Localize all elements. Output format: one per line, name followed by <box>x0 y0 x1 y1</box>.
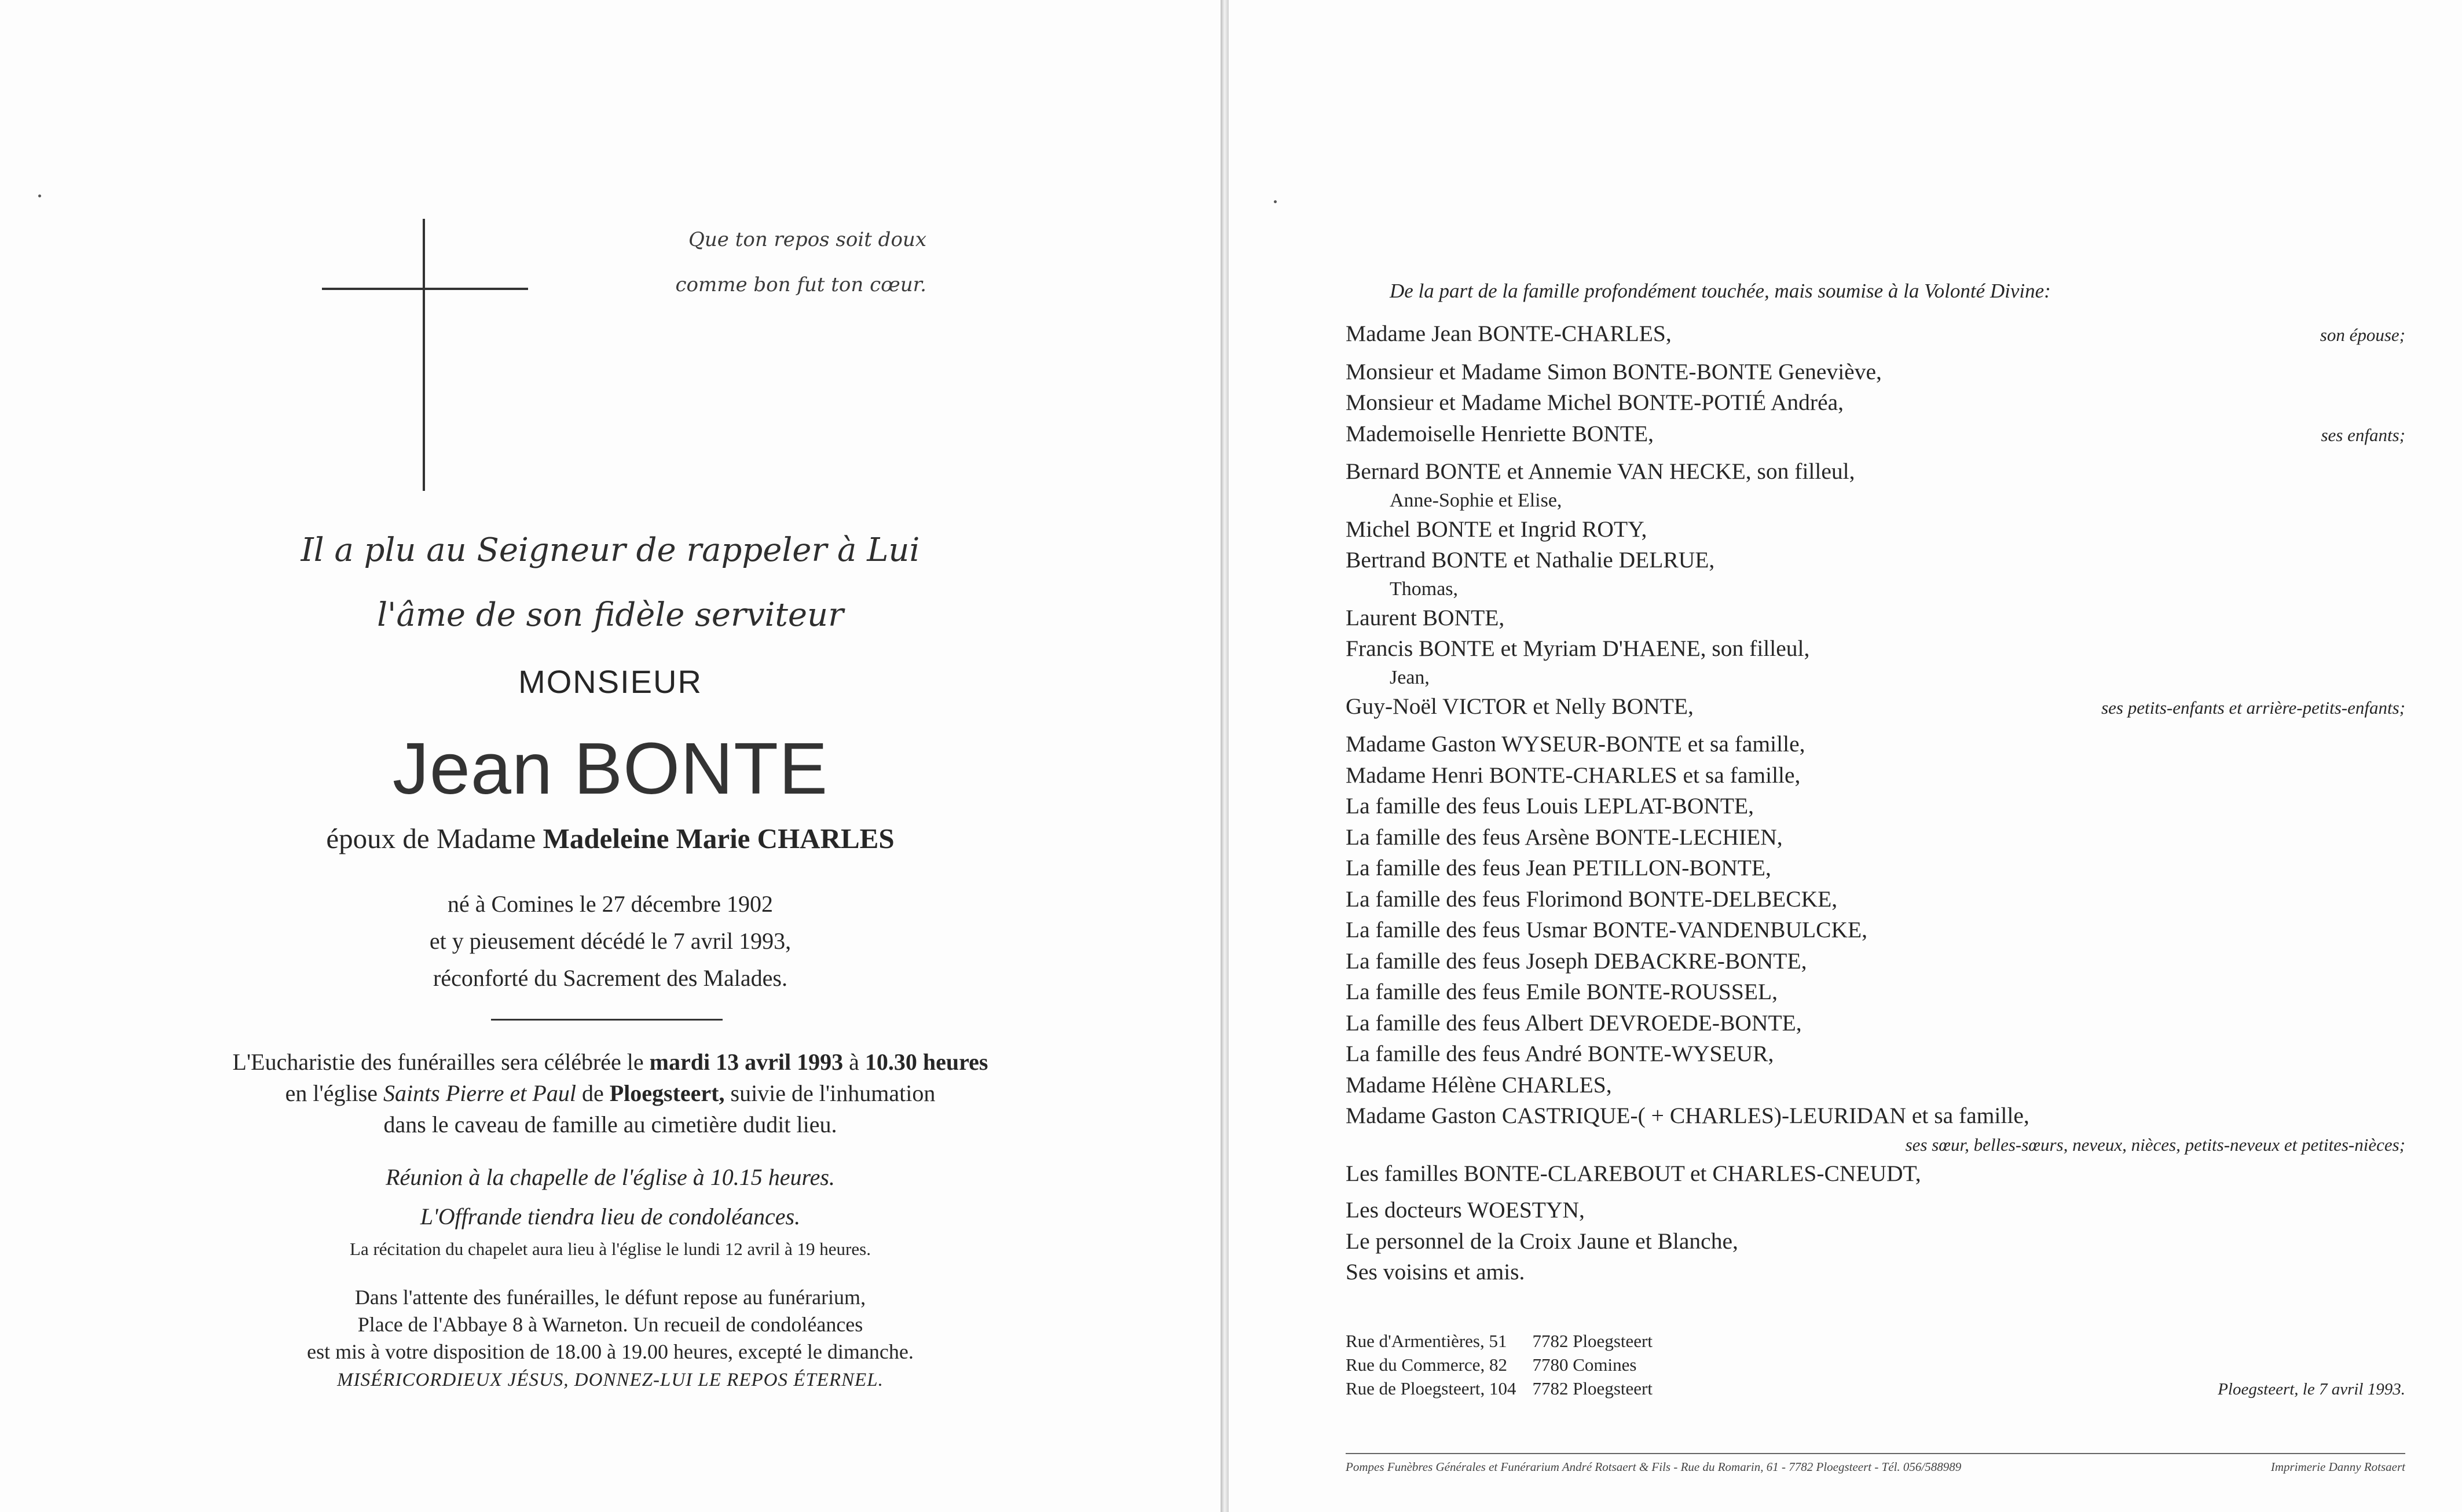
relation-label: ses petits-enfants et arrière-petits-enfants; <box>2101 697 2405 718</box>
bio <box>0 886 1221 997</box>
family-row <box>1346 791 2405 822</box>
footer-rule <box>1346 1453 2405 1454</box>
bio-line-3: réconforté du Sacrement des Malades. <box>433 965 787 991</box>
bio-line-2: et y pieusement décédé le 7 avril 1993, <box>429 928 792 954</box>
family-row <box>1346 977 2405 1008</box>
speck <box>38 194 41 197</box>
family-line: La famille des feus Louis LEPLAT-BONTE, <box>1346 793 1754 819</box>
relation-label: ses enfants; <box>2321 424 2405 445</box>
relation-label: ses sœur, belles-sœurs, neveux, nièces, petits-neveux et petites-nièces; <box>1905 1134 2405 1155</box>
spouse-line <box>0 822 1221 855</box>
family-row <box>1346 603 2405 634</box>
family-row <box>1346 456 2405 487</box>
family-line: Madame Gaston CASTRIQUE-( + CHARLES)-LEURIDAN et sa famille, <box>1346 1103 2029 1128</box>
family-row <box>1346 1132 2405 1158</box>
address-row <box>1346 1329 1669 1353</box>
funeral-text: suivie de l'inhumation <box>730 1080 936 1106</box>
spouse-name: Madeleine Marie CHARLES <box>543 823 895 854</box>
repose-line-2: Place de l'Abbaye 8 à Warneton. Un recueil de condoléances <box>357 1313 863 1336</box>
family-row <box>1346 1038 2405 1070</box>
spouse-prefix: époux de Madame <box>326 823 536 854</box>
deceased-name: Jean BONTE <box>392 728 829 809</box>
address-city: 7782 Ploegsteert <box>1532 1378 1653 1399</box>
town-name: Ploegsteert, <box>609 1080 725 1106</box>
funeral-text: L'Eucharistie des funérailles sera célébrée le <box>232 1049 644 1075</box>
family-row <box>1346 1008 2405 1039</box>
funeral-line-3: dans le caveau de famille au cimetière dudit lieu. <box>383 1111 837 1137</box>
relation-label: son épouse; <box>2320 325 2405 345</box>
family-line: La famille des feus Joseph DEBACKRE-BONTE, <box>1346 948 1807 974</box>
funeral-line-1 <box>0 1047 1221 1078</box>
family-line: Bertrand BONTE et Nathalie DELRUE, <box>1346 547 1715 572</box>
family-line: La famille des feus Emile BONTE-ROUSSEL, <box>1346 979 1778 1004</box>
intro-script-line-2: l'âme de son fidèle serviteur <box>377 596 844 634</box>
address-city: 7780 Comines <box>1532 1355 1637 1375</box>
printer: Imprimerie Danny Rotsaert <box>2270 1460 2405 1474</box>
repose-block <box>0 1284 1221 1366</box>
family-row <box>1346 576 2405 603</box>
family-line: Le personnel de la Croix Jaune et Blanche, <box>1346 1228 1738 1254</box>
family-line: Madame Jean BONTE-CHARLES, <box>1346 321 1672 346</box>
family-row <box>1346 514 2405 545</box>
family-line: La famille des feus Florimond BONTE-DELBECKE, <box>1346 886 1838 912</box>
address-street: Rue de Ploegsteert, 104 <box>1346 1378 1516 1399</box>
intro-script-line-1: Il a plu au Seigneur de rappeler à Lui <box>301 531 920 569</box>
funeral-text: de <box>581 1080 604 1106</box>
offrande: L'Offrande tiendra lieu de condoléances. <box>420 1203 801 1230</box>
final-prayer: MISÉRICORDIEUX JÉSUS, DONNEZ-LUI LE REPOS ÉTERNEL. <box>337 1370 884 1390</box>
bio-line-1: né à Comines le 27 décembre 1902 <box>447 891 774 917</box>
funeral-date: mardi 13 avril 1993 <box>649 1049 844 1075</box>
funeral-home: Pompes Funèbres Générales et Funérarium André Rotsaert & Fils - Rue du Romarin, 61 - 7782 Ploegsteert - Tél. 056/588989 <box>1346 1460 1962 1474</box>
funeral-text: en l'église <box>285 1080 378 1106</box>
family-line: La famille des feus Jean PETILLON-BONTE, <box>1346 855 1771 880</box>
family-row <box>1346 419 2405 451</box>
repose-line-1: Dans l'attente des funérailles, le défunt repose au funérarium, <box>354 1286 866 1309</box>
family-row <box>1346 729 2405 760</box>
family-line: Michel BONTE et Ingrid ROTY, <box>1346 516 1647 542</box>
family-row <box>1346 318 2405 351</box>
family-row <box>1346 691 2405 724</box>
family-line: Laurent BONTE, <box>1346 604 1505 630</box>
family-row <box>1346 1226 2405 1257</box>
family-line: Monsieur et Madame Michel BONTE-POTIÉ Andréa, <box>1346 390 1844 415</box>
title: MONSIEUR <box>518 663 702 700</box>
right-page <box>1229 0 2462 1512</box>
family-row <box>1346 760 2405 791</box>
family-line: Anne-Sophie et Elise, <box>1390 489 1562 511</box>
family-line: Les familles BONTE-CLAREBOUT et CHARLES-CNEUDT, <box>1346 1160 1921 1186</box>
left-page <box>0 0 1222 1512</box>
address-street: Rue d'Armentières, 51 <box>1346 1331 1507 1351</box>
family-row <box>1346 853 2405 884</box>
family-row <box>1346 357 2405 388</box>
funeral-details <box>0 1047 1221 1140</box>
funeral-time: 10.30 heures <box>864 1049 988 1075</box>
family-line: La famille des feus André BONTE-WYSEUR, <box>1346 1041 1774 1066</box>
family-row <box>1346 1158 2405 1190</box>
family-row <box>1346 633 2405 665</box>
epitaph-line-1: Que ton repos soit doux <box>688 228 926 251</box>
funeral-line-2 <box>0 1078 1221 1109</box>
place-date: Ploegsteert, le 7 avril 1993. <box>2218 1380 2405 1399</box>
church-name: Saints Pierre et Paul <box>383 1080 576 1106</box>
family-row <box>1346 387 2405 419</box>
address-row <box>1346 1377 1669 1400</box>
family-line: La famille des feus Usmar BONTE-VANDENBULCKE, <box>1346 917 1868 942</box>
epitaph <box>579 217 926 307</box>
family-line: Madame Hélène CHARLES, <box>1346 1071 1612 1098</box>
family-line: Les docteurs WOESTYN, <box>1346 1197 1585 1223</box>
family-line: Madame Gaston WYSEUR-BONTE et sa famille, <box>1346 731 1805 757</box>
family-row <box>1346 884 2405 915</box>
family-row <box>1346 1195 2405 1226</box>
reunion: Réunion à la chapelle de l'église à 10.15 heures. <box>386 1164 835 1190</box>
addresses <box>1346 1329 1669 1400</box>
family-row <box>1346 1070 2405 1101</box>
family-line: Mademoiselle Henriette BONTE, <box>1346 420 1654 446</box>
address-city: 7782 Ploegsteert <box>1532 1331 1653 1351</box>
family-line: Guy-Noël VICTOR et Nelly BONTE, <box>1346 693 1694 719</box>
divider <box>491 1019 723 1021</box>
speck <box>1274 200 1277 203</box>
family-line: Jean, <box>1390 666 1430 688</box>
family-row <box>1346 946 2405 977</box>
family-row <box>1346 1100 2405 1132</box>
family-line: Bernard BONTE et Annemie VAN HECKE, son filleul, <box>1346 458 1855 484</box>
family-row <box>1346 545 2405 576</box>
cross-icon <box>423 219 425 491</box>
family-line: Thomas, <box>1390 578 1459 600</box>
family-intro: De la part de la famille profondément touchée, mais soumise à la Volonté Divine: <box>1390 280 2051 302</box>
repose-line-3: est mis à votre disposition de 18.00 à 19.00 heures, excepté le dimanche. <box>307 1340 914 1363</box>
reunion-block <box>0 1158 1221 1236</box>
family-row <box>1346 1257 2405 1288</box>
cross-icon-bar <box>322 288 528 290</box>
chapelet: La récitation du chapelet aura lieu à l'église le lundi 12 avril à 19 heures. <box>350 1239 871 1259</box>
address-row <box>1346 1353 1669 1377</box>
address-street: Rue du Commerce, 82 <box>1346 1355 1507 1375</box>
family-line: Monsieur et Madame Simon BONTE-BONTE Geneviève, <box>1346 358 1882 384</box>
family-row <box>1346 487 2405 514</box>
family-row <box>1346 822 2405 853</box>
family-line: La famille des feus Albert DEVROEDE-BONTE, <box>1346 1010 1802 1036</box>
funeral-text: à <box>849 1049 859 1075</box>
family-line: Madame Henri BONTE-CHARLES et sa famille, <box>1346 762 1801 788</box>
family-line: Francis BONTE et Myriam D'HAENE, son filleul, <box>1346 636 1810 661</box>
family-list <box>1346 318 2405 1288</box>
epitaph-line-2: comme bon fut ton cœur. <box>675 273 926 296</box>
page-gutter <box>1221 0 1229 1512</box>
family-line: Ses voisins et amis. <box>1346 1259 1525 1285</box>
family-line: La famille des feus Arsène BONTE-LECHIEN, <box>1346 824 1783 850</box>
family-row <box>1346 665 2405 691</box>
family-row <box>1346 915 2405 946</box>
